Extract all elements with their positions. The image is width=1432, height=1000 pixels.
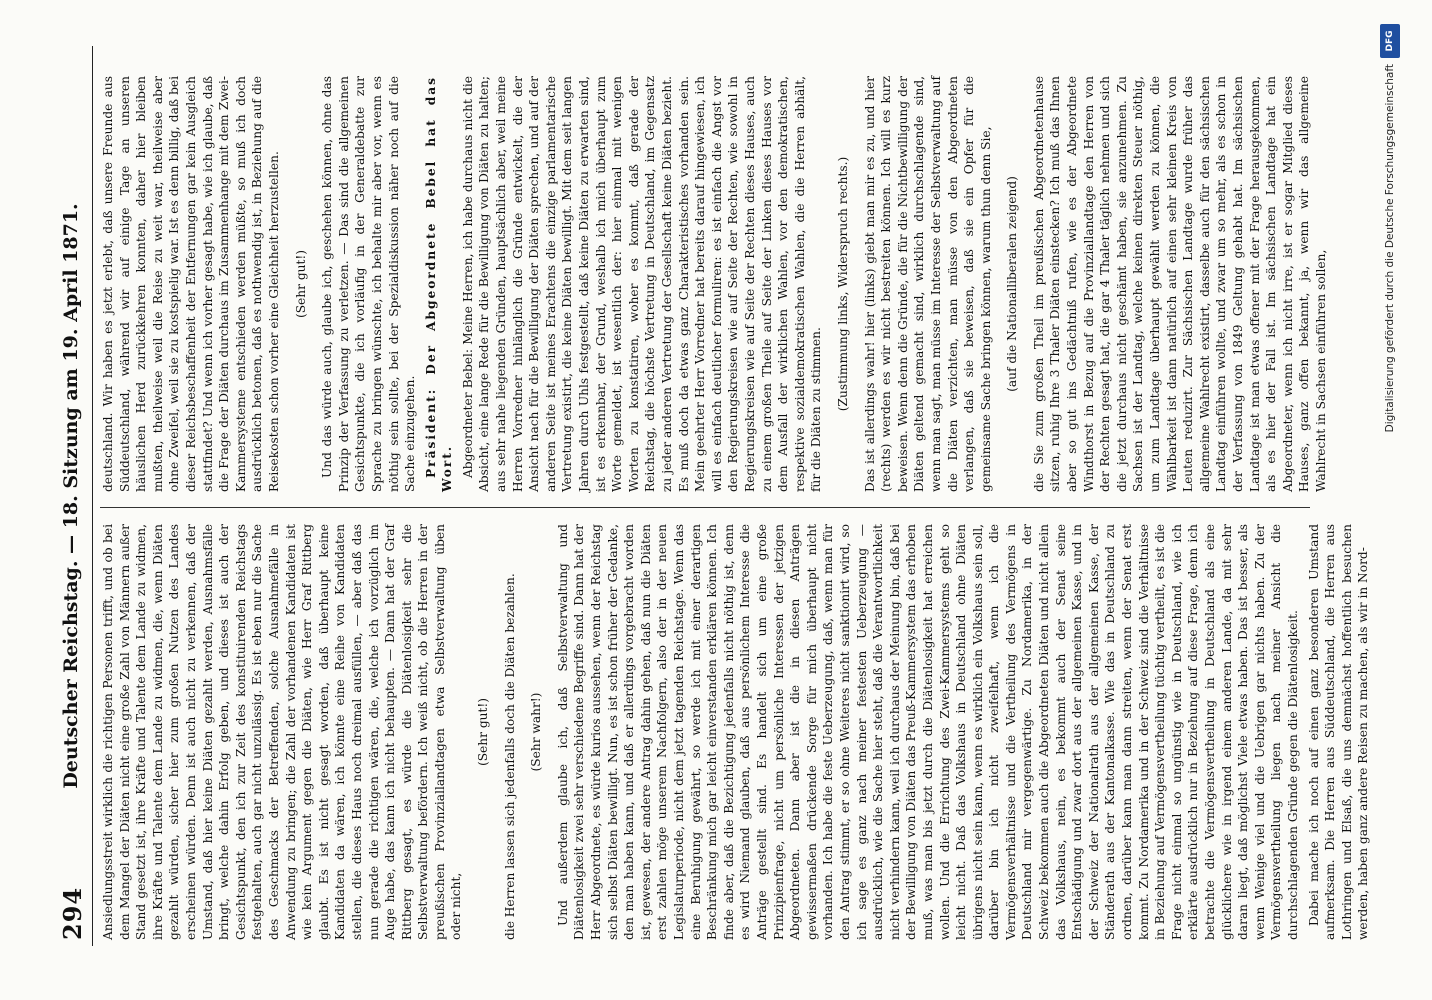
paragraph: deutschland. Wir haben es jetzt erlebt, daß unsere Freunde aus Süddeutschland, während wir auf einige Tage an unseren häuslichen Herd zurückkehren konnten, daher hier bleiben mußten, theilweise weil die Reise zu weit war, theilweise aber ohne Zweifel, weil sie zu kostspielig war. Ist es denn billig, daß bei dieser Reichsbeschaffenheit der Entfernungen gar kein Ausgleich stattfindet? Und wenn ich vorher gesagt habe, wie ich glaube, daß die Frage der Diäten durchaus im Zusammenhange mit dem Zwei-Kammersysteme entschieden werden müßte, so muß ich doch ausdrücklich betonen, daß es nothwendig ist, in Beziehung auf die Reisekosten schon vorher eine Gleichheit herzustellen.	[101, 76, 281, 492]
reaction: (Sehr wahr!)	[529, 692, 544, 772]
paragraph: die Sie zum großen Theil im preußischen Abgeordnetenhause sitzen, ruhig Ihre 3 Thaler Diäten einstecken? Ich muß das Ihnen aber so gut ins Gedächtniß rufen, wie es der Abgeordnete Windthorst in Bezug auf die Provinziallandtage den Herren von der Rechten gesagt hat, die gar 4 Thaler täglich nehmen und sich die jetzt durchaus nicht geschämt haben, sie anzunehmen. Zu Sachsen ist der Landtag, welche keinen direkten Steuer nöthig, um zum Landtage überhaupt gewählt werden zu können, die Wählbarkeit ist dann natürlich auf einen sehr kleinen Kreis von Leuten reduzirt. Zur Sächsischen Landtage wurde früher das allgemeine Wahlrecht existirt, dasselbe auch für den sächsischen Landtag einführen wollte, und zwar um so mehr, als es schon in der Verfassung von 1849 Geltung gehabt hat. Im sächsischen Landtage ist man etwas offener mit der Frage herausgekommen, als es hier der Fall ist. Im sächsischen Landtage hat ein Abgeordneter, wenn ich nicht irre, ist er sogar Mitglied dieses Hauses, ganz offen bekannt, ja, wenn wir das allgemeine Wahlrecht in Sachsen einführen sollen,	[1031, 76, 1328, 492]
running-title: Deutscher Reichstag. — 18. Sitzung am 19. April 1871.	[60, 203, 82, 789]
paragraph: Dabei mache ich noch auf einen ganz besonderen Umstand aufmerksam. Die Herren aus Süddeutschland, die Herren aus Lothringen und Elsaß, die uns demnächst hoffentlich besuchen werden, haben ganz andere Reisen zu machen, als wir in Nord-	[1306, 524, 1371, 940]
speech-bebel: Abgeordneter Bebel: Meine Herren, ich habe durchaus nicht die Absicht, eine lange Rede für die Bewilligung von Diäten zu halten; aus sehr nahe liegenden Gründen, hauptsächlich aber, weil meine Herren Vorredner hinlänglich die Gründe entwickelt, die der Ansicht nach für die Bewilligung der Diäten sprechen, und auf der anderen Seite ist meines Erachtens die einzige parlamentarische Vertretung existirt, die keine Diäten bewilligt. Mit dem seit langen Jahren durch Uhls festgestellt, daß keine Diäten zu erwarten sind, ist es erkennbar, der Grund, weshalb ich mich überhaupt zum Worte gemeldet, ist wesentlich der: hier einmal mit wenigen Worten zu konstatiren, woher es kommt, daß gerade der Reichstag, die höchste Vertretung in Deutschland, im Gegensatz zu jeder anderen Vertretung der Gesellschaft keine Diäten bezieht. Es muß doch da etwas ganz Charakteristisches vorhanden sein. Mein geehrter Herr Vorredner hat bereits darauf hingewiesen, ich will es einfach deutlicher formuliren: es ist einfach die Angst vor den Regierungskreisen wie auf Seite der Rechten, wie sowohl in Regierungskreisen wie auf Seite der Rechten dieses Hauses, auch zu einem großen Theile auf Seite der Linken dieses Hauses vor dem Ausfall der wirklichen Wahlen, vor den demokratischen, respektive sozialdemokratischen Wahlen, die die Herren abhält, für die Diäten zu stimmen.	[460, 76, 824, 492]
paragraph: die Herren lassen sich jedenfalls doch die Diäten bezahlen.	[502, 573, 517, 940]
president-statement: Präsident: Der Abgeordnete Bebel hat das Wort.	[423, 76, 455, 492]
column-divider	[100, 507, 1310, 508]
page-footer	[1370, 20, 1412, 980]
left-column	[100, 524, 1371, 940]
stage-direction: (auf die Nationalliberalen zeigend)	[1005, 176, 1020, 392]
reaction: (Sehr gut!)	[293, 249, 308, 319]
dfg-logo: DFG	[1380, 24, 1400, 58]
right-column	[100, 76, 1328, 492]
reaction: (Sehr gut!)	[476, 697, 491, 767]
paragraph: Und das würde auch, glaube ich, geschehen können, ohne das Prinzip der Verfassung zu verletzen. — Das sind die allgemeinen Gesichtspunkte, die ich vorläufig in der Generaldebatte zur Sprache zu bringen wünschte, ich behalte mir aber vor, wenn es nöthig sein sollte, bei der Spezialdiskussion näher noch auf die Sache einzugehen.	[320, 76, 418, 492]
page-header	[52, 46, 93, 946]
page-number: 294	[58, 886, 87, 940]
paragraph: Und außerdem glaube ich, daß Selbstverwaltung und Diätenlosigkeit zwei sehr verschiedene Begriffe sind. Dann hat der Herr Abgeordnete, es würde kurios aussehen, wenn der Reichstag sich selbst Diäten bewilligt. Nun, es ist schon früher der Gedanke, den man haben kann, und daß er allerdings vorgebracht worden ist, gewesen, der andere Antrag dahin gehen, daß nun die Diäten erst zahlen möge unserem Nachfolgern, also der in der neuen Legislaturperiode, nicht dem jetzt tagenden Reichstage. Wenn das eine Beruhigung gewährt, so werde ich mit einer derartigen Beschränkung mich gar leicht einverstanden erklären können. Ich finde aber, daß die Bezichtigung jedenfalls nicht nöthig ist, denn es wird Niemand glauben, daß aus persönlichem Interesse die Anträge gestellt sind. Es handelt sich um eine große Prinzipienfrage, nicht um persönliche Interessen der jetzigen Abgeordneten. Dann aber ist die in diesen Anträgen gewissermaßen drückende Sorge für mich überhaupt nicht vorhanden. Ich habe die feste Ueberzeugung, daß, wenn man für den Antrag stimmt, er so ohne Weiteres nicht sanktionirt wird, so ich sage es ganz nach meiner festesten Ueberzeugung — ausdrücklich, wie die Sache hier steht, daß die Verantwortlichkeit nicht verhindern kann, weil ich durchaus der Meinung bin, daß bei der Bewilligung von Diäten das Preuß-Kammersystem das erhoben muß, was man bis jetzt durch die Diätenlosigkeit hat erreichen wollen. Und die Errichtung des Zwei-Kammersystems geht so leicht nicht. Daß das Volkshaus in Deutschland ohne Diäten übrigens nicht sein kann, wenn es wirklich ein Volkshaus sein soll, darüber bin ich nicht zweifelhaft, wenn ich die Vermögensverhältnisse und die Vertheilung des Vermögens in Deutschland mir vergegenwärtige. Zu Nordamerika, in der Schweiz bekommen auch die Abgeordneten Diäten und nicht allein das Volkshaus, nein, es bekommt auch der Senat seine Entschädigung und zwar dort aus der allgemeinen Kasse, und in der Schweiz der Nationalrath aus der allgemeinen Kasse, der Ständerath aus der Kantonalkasse. Wie das in Deutschland zu ordnen, darüber kann man dann streiten, wenn der Senat erst kommt. Zu Nordamerika und in der Schweiz sind die Verhältnisse in Beziehung auf Vermögensvertheilung tüchtig vertheilt, es ist die Frage nicht einmal so ungünstig wie in Deutschland, wie ich erklärte ausdrücklich nur in Beziehung auf diese Frage, denn ich betrachte die Vermögensvertheilung in Deutschland als eine glücklichere wie in irgend einem anderen Lande, da mit sehr daran liegt, daß möglichst Viele etwas haben. Das ist besser, als wenn Wenige viel und die Uebrigen gar nichts haben. Zu der Vermögensvertheilung liegen nach meiner Ansicht die durchschlagenden Gründe gegen die Diätenlosigkeit.	[555, 524, 1300, 940]
reaction: (Zustimmung links, Widerspruch rechts.)	[835, 156, 850, 412]
paragraph: Das ist allerdings wahr! hier (links) giebt man mir es zu, und hier (rechts) werden es wir nicht bestreiten können. Ich will es kurz beweisen. Wenn denn die Gründe, die für die Nichtbewilligung der Diäten geltend gemacht sind, wirklich durchschlagende sind, wenn man sagt, man müsse im Interesse der Selbstverwaltung auf die Diäten verzichten, man müsse von den Abgeordneten verlangen, daß sie beweisen, daß sie ein Opfer für die gemeinsame Sache bringen können, warum thun denn Sie,	[862, 76, 993, 492]
funding-credit: Digitalisierung gefördert durch die Deutsche Forschungsgemeinschaft	[1384, 64, 1396, 433]
paragraph: Ansiedlungsstreit wirklich die richtigen Personen trifft, und ob bei dem Mangel der Diäten nicht eine große Zahl von Männern außer Stand gesetzt ist, ihre Kräfte und Talente dem Lande zu widmen, ihre Kräfte und Talente dem Lande zu widmen, die, wenn Diäten gezahlt würden, sicher hier zum großen Nutzen des Landes erscheinen würden. Denn ist auch nicht zu verkennen, daß der Umstand, daß hier keine Diäten gezahlt werden, Ausnahmsfälle bringt, welche dahin Erfolg geben, und dieses ist auch der Gesichtspunkt, den ich zur Zeit des konstituirenden Reichstags festgehalten, auch gar nicht unzulässig. Es ist eben nur die Sache des Geschmacks der Betreffenden, solche Ausnahmefälle in Anwendung zu bringen; die Zahl der vorhandenen Kandidaten ist wie kein Argument gegen die Diäten, wie Herr Graf Rittberg glaubt. Es ist nicht gesagt worden, daß überhaupt keine Kandidaten da wären, ich könnte eine Reihe von Kandidaten stellen, die dieses Haus noch dreimal ausfüllen, — aber daß das nun gerade die richtigen wären, die, welche ich vorzüglich im Auge habe, das kann ich nicht behaupten. — Dann hat der Graf Rittberg gesagt, es würde die Diätenlosigkeit sehr die Selbstverwaltung befördern. Ich weiß nicht, ob die Herren in der preußischen Provinziallandtagen etwa Selbstverwaltung üben oder nicht,	[101, 524, 464, 940]
